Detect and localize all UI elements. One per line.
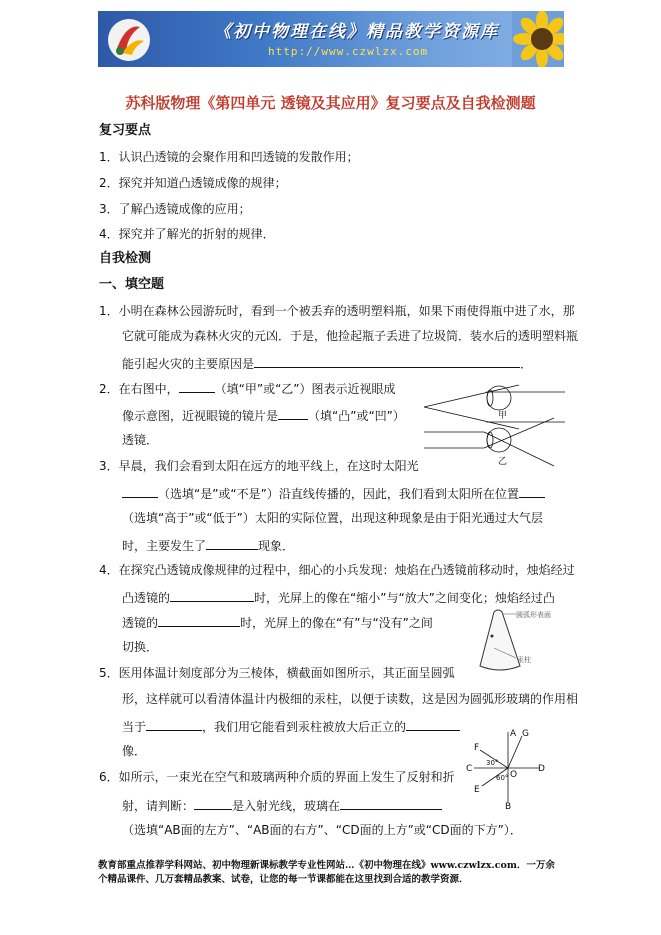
document-title: 苏科版物理《第四单元 透镜及其应用》复习要点及自我检测题: [125, 94, 536, 112]
q3-line4: [122, 537, 294, 553]
banner-url[interactable]: http://www.czwlzx.com: [268, 45, 429, 58]
sunflower-icon: [512, 11, 564, 67]
q1-answer-blank[interactable]: [254, 355, 520, 368]
label-E: E: [474, 785, 480, 795]
q4-blank-2[interactable]: [158, 614, 240, 627]
q5-blank-1[interactable]: [146, 718, 202, 731]
footer-line2: 个精品课件、几万套精品教案、试卷，让您的每一节课都能在这里找到合适的教学资源．: [98, 874, 469, 885]
site-banner: [98, 11, 564, 67]
label-O: O: [510, 770, 518, 780]
q3-line3: （选填“高于”或“低于”）太阳的实际位置，出现这种现象是由于阳光通过大气层: [122, 511, 543, 525]
q2-line3: 透镜．: [122, 433, 159, 447]
label-F: F: [474, 743, 480, 753]
label-yi: 乙: [498, 457, 508, 467]
q5-blank-2[interactable]: [406, 718, 460, 731]
q1-line3-end: ．: [520, 357, 533, 371]
q3-blank-2[interactable]: [519, 485, 545, 498]
q6-line1: 6．如所示，一束光在空气和玻璃两种介质的界面上发生了反射和折: [99, 770, 455, 784]
q6-blank-1[interactable]: [194, 797, 232, 810]
q5-line4: 像．: [122, 744, 147, 758]
label-A: A: [510, 729, 517, 739]
mercury-column: [491, 635, 494, 638]
q2-line2: [122, 407, 405, 423]
q4-line1: 4．在探究凸透镜成像规律的过程中，细心的小兵发现：烛焰在凸透镜前移动时，烛焰经过: [99, 563, 575, 577]
label-B: B: [505, 802, 512, 812]
label-mercury: 汞柱: [517, 656, 531, 664]
review-item-1: 1．认识凸透镜的会聚作用和凹透镜的发散作用；: [99, 150, 359, 164]
q1-line3: [122, 355, 532, 371]
q5-line3-b: ，我们用它能看到汞柱被放大后正立的: [202, 720, 407, 734]
q5-line1: 5．医用体温计刻度部分为三棱体，横截面如图所示，其正面呈圆弧: [99, 666, 455, 680]
eye2-ray-cross2: [484, 418, 554, 448]
q2-line1-a: 2．在右图中，: [99, 382, 179, 396]
q6-line2: [122, 797, 442, 813]
eye-diagram: [424, 376, 566, 468]
eye1-ray-upper: [424, 385, 519, 407]
q5-line2: 形，这样就可以看清体温计内极细的汞柱，以便于读数，这是因为圆弧形玻璃的作用相: [122, 692, 579, 706]
q4-line3-b: 时，光屏上的像在“有”与“没有”之间: [240, 616, 433, 630]
q3-line1: 3．早晨，我们会看到太阳在远方的地平线上，在这时太阳光: [99, 459, 419, 473]
q6-line2-a: 射，请判断：: [122, 799, 195, 813]
q5-line3-a: 当于: [122, 720, 147, 734]
q3-line4-b: 现象．: [258, 539, 295, 553]
label-C: C: [466, 764, 473, 774]
q4-line2-b: 时，光屏上的像在“缩小”与“放大”之间变化；烛焰经过凸: [254, 591, 555, 605]
q3-blank-3[interactable]: [206, 537, 258, 550]
q3-blank-1[interactable]: [122, 485, 158, 498]
thermometer-cross-section: [462, 606, 562, 676]
q6-line2-b: 是入射光线，玻璃在: [232, 799, 341, 813]
q4-line3: [122, 614, 433, 630]
label-G: G: [522, 729, 529, 739]
page-footer: [98, 859, 568, 887]
q6-line3: （选填“AB面的左方”、“AB面的右方”、“CD面的上方”或“CD面的下方”）．: [122, 823, 522, 837]
review-heading: 复习要点: [99, 123, 152, 138]
q5-line3: [122, 718, 460, 734]
review-item-4: 4．探究并了解光的折射的规律．: [99, 227, 275, 241]
q1-line2: 它就可能成为森林火灾的元凶．于是，他捡起瓶子丢进了垃圾筒．装水后的透明塑料瓶: [122, 329, 579, 343]
eye2-ball: [487, 428, 511, 452]
site-logo-icon: [106, 17, 152, 63]
q4-line2: [122, 589, 555, 605]
q1-line1: 1．小明在森林公园游玩时，看到一个被丢弃的透明塑料瓶，如果下雨使得瓶中进了水，那: [99, 304, 575, 318]
refraction-diagram: [466, 728, 546, 810]
review-item-3: 3．了解凸透镜成像的应用；: [99, 202, 251, 216]
q4-line2-a: 凸透镜的: [122, 591, 171, 605]
banner-title: 《初中物理在线》精品教学资源库: [214, 22, 499, 42]
q3-line4-a: 时，主要发生了: [122, 539, 207, 553]
label-jia: 甲: [498, 411, 508, 421]
q1-line3-text: 能引起火灾的主要原因是: [122, 357, 255, 371]
q3-line2: [122, 485, 545, 501]
review-item-2: 2．探究并知道凸透镜成像的规律；: [99, 176, 287, 190]
selftest-heading: 自我检测: [99, 251, 152, 266]
eye2-ray-cross1: [484, 432, 554, 466]
section-fill-blank: 一、填空题: [99, 277, 165, 292]
prism-shape: [480, 610, 520, 670]
q2-blank-1[interactable]: [179, 380, 215, 393]
q4-line3-a: 透镜的: [122, 616, 159, 630]
footer-line1: 教育部重点推荐学科网站、初中物理新课标教学专业性网站…《初中物理在线》www.czwlzx.com．一万余: [98, 860, 555, 871]
q2-line1: [99, 380, 396, 396]
q2-line1-b: （填“甲”或“乙”）图表示近视眼成: [214, 382, 396, 396]
q2-line2-a: 像示意图，近视眼镜的镜片是: [122, 409, 279, 423]
label-angle-60: 60°: [496, 774, 509, 782]
label-D: D: [538, 764, 545, 774]
q2-blank-2[interactable]: [278, 407, 308, 420]
label-angle-30: 30°: [486, 759, 499, 767]
q4-line4: 切换．: [122, 640, 159, 654]
ray-OG: [508, 736, 522, 768]
label-arc-surface: 圆弧形表面: [516, 611, 551, 619]
q2-line2-b: （填“凸”或“凹”）: [308, 409, 405, 423]
q3-line2-text: （选填“是”或“不是”）沿直线传播的，因此，我们看到太阳所在位置: [158, 487, 519, 501]
q6-blank-2[interactable]: [340, 797, 442, 810]
q4-blank-1[interactable]: [170, 589, 254, 602]
